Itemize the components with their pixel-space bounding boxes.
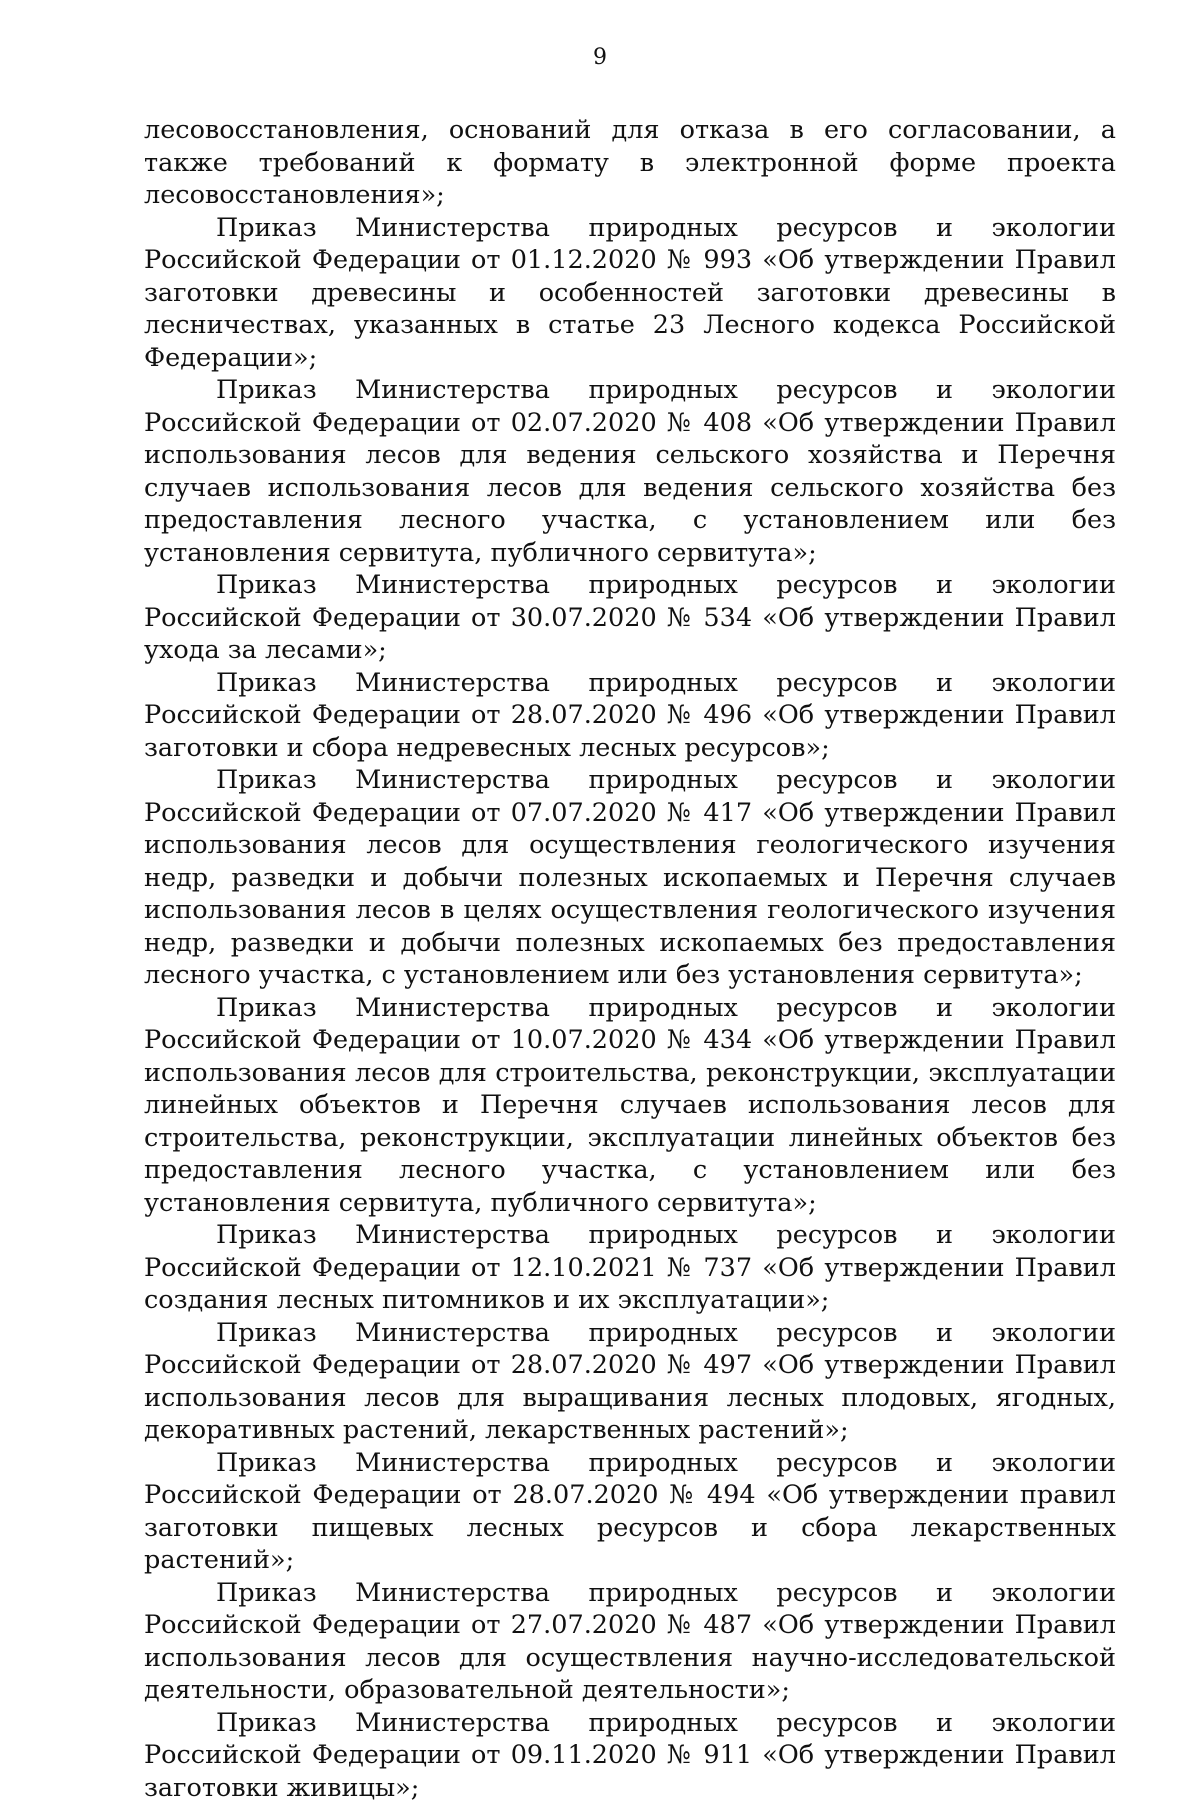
- paragraph-order-434: Приказ Министерства природных ресурсов и экологии Российской Федерации от 10.07.2020 № 434 «Об утверждении Правил использования лесов для строительства, реконструкции, эксплуатации линейных объектов и Перечня случаев использования лесов для строительства, реконструкции, эксплуатации линейных объектов без предоставления лесного участка, с установлением или без установления сервитута, публичного сервитута»;: [144, 992, 1116, 1220]
- paragraph-order-737: Приказ Министерства природных ресурсов и экологии Российской Федерации от 12.10.2021 № 737 «Об утверждении Правил создания лесных питомников и их эксплуатации»;: [144, 1219, 1116, 1317]
- paragraph-order-487: Приказ Министерства природных ресурсов и экологии Российской Федерации от 27.07.2020 № 487 «Об утверждении Правил использования лесов для осуществления научно-исследовательской деятельности, образовательной деятельности»;: [144, 1577, 1116, 1707]
- paragraph-order-534: Приказ Министерства природных ресурсов и экологии Российской Федерации от 30.07.2020 № 534 «Об утверждении Правил ухода за лесами»;: [144, 569, 1116, 667]
- paragraph-order-911: Приказ Министерства природных ресурсов и экологии Российской Федерации от 09.11.2020 № 911 «Об утверждении Правил заготовки живицы»;: [144, 1707, 1116, 1804]
- paragraph-order-494: Приказ Министерства природных ресурсов и экологии Российской Федерации от 28.07.2020 № 494 «Об утверждении правил заготовки пищевых лесных ресурсов и сбора лекарственных растений»;: [144, 1447, 1116, 1577]
- paragraph-order-496: Приказ Министерства природных ресурсов и экологии Российской Федерации от 28.07.2020 № 496 «Об утверждении Правил заготовки и сбора недревесных лесных ресурсов»;: [144, 667, 1116, 765]
- paragraph-order-417: Приказ Министерства природных ресурсов и экологии Российской Федерации от 07.07.2020 № 417 «Об утверждении Правил использования лесов для осуществления геологического изучения недр, разведки и добычи полезных ископаемых и Перечня случаев использования лесов в целях осуществления геологического изучения недр, разведки и добычи полезных ископаемых без предоставления лесного участка, с установлением или без установления сервитута»;: [144, 764, 1116, 992]
- paragraph-order-497: Приказ Министерства природных ресурсов и экологии Российской Федерации от 28.07.2020 № 497 «Об утверждении Правил использования лесов для выращивания лесных плодовых, ягодных, декоративных растений, лекарственных растений»;: [144, 1317, 1116, 1447]
- paragraph-order-408: Приказ Министерства природных ресурсов и экологии Российской Федерации от 02.07.2020 № 408 «Об утверждении Правил использования лесов для ведения сельского хозяйства и Перечня случаев использования лесов для ведения сельского хозяйства без предоставления лесного участка, с установлением или без установления сервитута, публичного сервитута»;: [144, 374, 1116, 569]
- document-body: [144, 114, 1116, 1804]
- paragraph-order-993: Приказ Министерства природных ресурсов и экологии Российской Федерации от 01.12.2020 № 993 «Об утверждении Правил заготовки древесины и особенностей заготовки древесины в лесничествах, указанных в статье 23 Лесного кодекса Российской Федерации»;: [144, 212, 1116, 375]
- page-number: 9: [0, 44, 1200, 72]
- paragraph-continuation: лесовосстановления, оснований для отказа в его согласовании, а также требований к формату в электронной форме проекта лесовосстановления»;: [144, 114, 1116, 212]
